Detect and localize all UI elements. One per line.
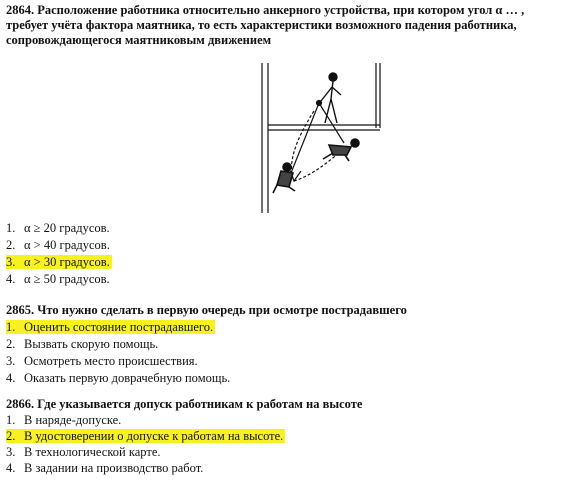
lanyard-line-right (319, 103, 344, 143)
swinging-worker-figure (273, 163, 295, 193)
question-2864-title-line-1: 2864. Расположение работника относительно анкерного устройства, при котором угол α … , (6, 3, 525, 17)
question-2866-option-1[interactable]: 1. В наряде-допуске. (6, 413, 122, 427)
question-2865-option-2[interactable]: 2. Вызвать скорую помощь. (6, 337, 159, 351)
question-2864-option-2[interactable]: 2. α > 40 градусов. (6, 238, 110, 252)
question-2864-title-line-3: сопровождающегося маятниковым движением (6, 33, 272, 47)
falling-worker-figure (323, 139, 359, 161)
swing-arc-upper (292, 111, 315, 181)
standing-worker-figure (321, 73, 341, 123)
question-2864-option-4[interactable]: 4. α ≥ 50 градусов. (6, 272, 110, 286)
question-2864-option-1[interactable]: 1. α ≥ 20 градусов. (6, 221, 110, 235)
question-2865-option-3[interactable]: 3. Осмотреть место происшествия. (6, 354, 198, 368)
question-2864-title-line-2: требует учёта фактора маятника, то есть характеристики возможного падения работника, (6, 18, 517, 32)
question-2864-option-3[interactable]: 3. α > 30 градусов. (6, 255, 110, 269)
lanyard-line-left (291, 103, 319, 173)
pendulum-fall-illustration (259, 63, 399, 213)
question-2865-title: 2865. Что нужно сделать в первую очередь при осмотре пострадавшего (6, 303, 407, 317)
question-2865-option-4[interactable]: 4. Оказать первую доврачебную помощь. (6, 371, 231, 385)
question-2866-option-4[interactable]: 4. В задании на производство работ. (6, 461, 204, 475)
question-2865-option-1[interactable]: 1. Оценить состояние пострадавшего. (6, 320, 214, 334)
question-2866-title: 2866. Где указывается допуск работникам к работам на высоте (6, 397, 363, 411)
question-2866-option-3[interactable]: 3. В технологической карте. (6, 445, 161, 459)
question-2866-option-2[interactable]: 2. В удостоверении о допуске к работам на высоте. (6, 429, 284, 443)
